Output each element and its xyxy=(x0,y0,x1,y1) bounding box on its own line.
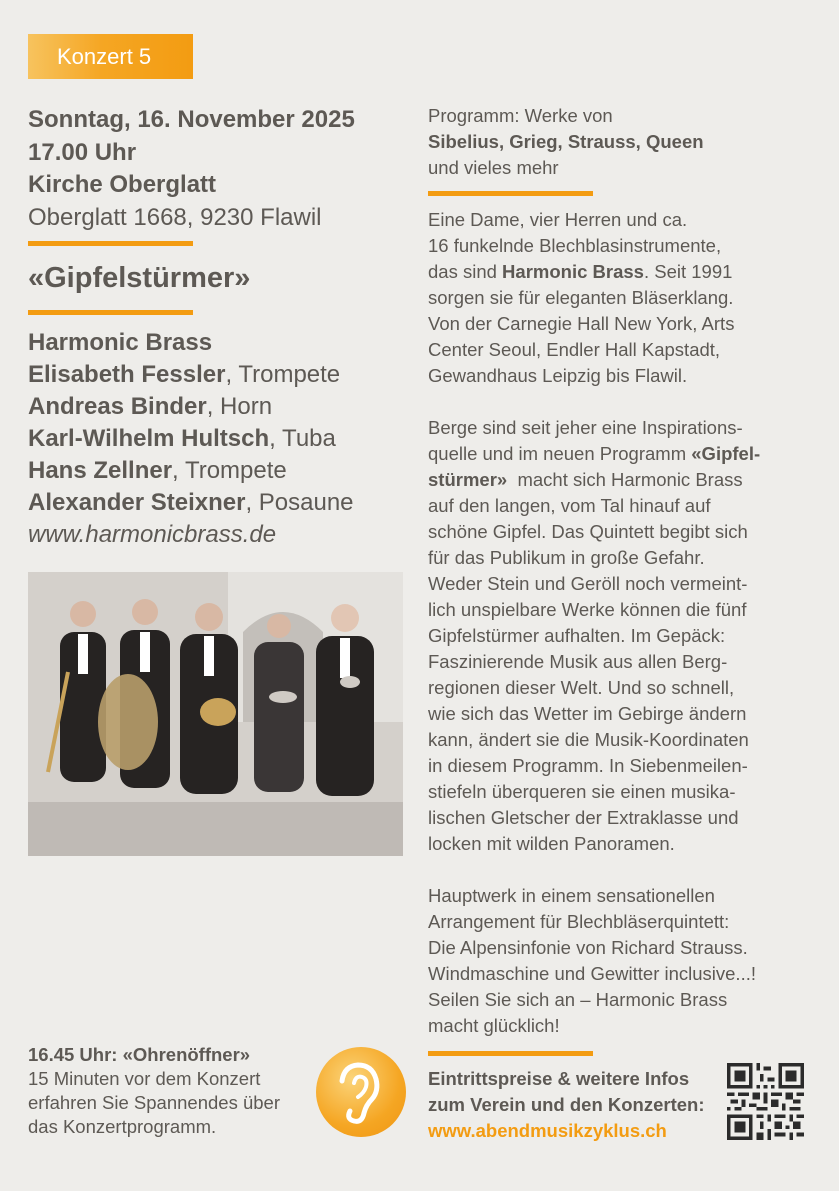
text-line: Seilen Sie sich an – Harmonic Brass xyxy=(428,989,728,1010)
text-line: Von der Carnegie Hall New York, Arts xyxy=(428,313,735,334)
program-composers: Sibelius, Grieg, Strauss, Queen xyxy=(428,131,704,152)
text-line: sorgen sie für eleganten Bläserklang. xyxy=(428,287,734,308)
cast-member xyxy=(28,455,408,487)
program-summary xyxy=(428,103,818,181)
ear-icon-glyph xyxy=(316,1047,406,1137)
event-address: Oberglatt 1668, 9230 Flawil xyxy=(28,203,322,231)
text-line: kann, ändert sie die Musik-Koordinaten xyxy=(428,729,749,750)
text-line: lischen Gletscher der Extraklasse und xyxy=(428,807,739,828)
text-line xyxy=(428,441,818,467)
text-span: macht sich Harmonic Brass xyxy=(507,469,743,490)
text-line: Eintrittspreise & weitere Infos xyxy=(428,1068,690,1089)
text-line: zum Verein und den Konzerten: xyxy=(428,1094,705,1115)
cast-member xyxy=(28,391,408,423)
preshow-heading: 16.45 Uhr: «Ohrenöffner» xyxy=(28,1044,251,1065)
member-instrument: , Horn xyxy=(206,393,273,420)
description-paragraph-1 xyxy=(428,207,818,389)
description-paragraph-3 xyxy=(428,883,818,1039)
divider xyxy=(428,1051,593,1056)
text-line: lich unspielbare Werke können die fünf xyxy=(428,599,747,620)
text-line: Faszinierende Musik aus allen Berg- xyxy=(428,651,728,672)
concert-badge: Konzert 5 xyxy=(28,34,193,79)
member-name: Karl-Wilhelm Hultsch xyxy=(28,425,270,452)
text-line: macht glücklich! xyxy=(428,1015,560,1036)
text-line: Hauptwerk in einem sensationellen xyxy=(428,885,715,906)
text-line: Die Alpensinfonie von Richard Strauss. xyxy=(428,937,748,958)
member-name: Elisabeth Fessler xyxy=(28,361,226,388)
member-name: Hans Zellner xyxy=(28,457,173,484)
text-line: 16 funkelnde Blechblasinstrumente, xyxy=(428,235,722,256)
text-span: . Seit 1991 xyxy=(643,261,733,282)
text-line xyxy=(428,467,818,493)
text-line: Arrangement für Blechbläserquintett: xyxy=(428,911,730,932)
description-paragraph-2 xyxy=(428,415,818,857)
text-line: in diesem Programm. In Siebenmeilen- xyxy=(428,755,748,776)
ensemble-highlight: Harmonic Brass xyxy=(502,261,644,282)
concert-title: «Gipfelstürmer» xyxy=(28,262,251,294)
cast-member xyxy=(28,423,408,455)
divider xyxy=(428,191,593,196)
text-line xyxy=(428,259,818,285)
qr-code[interactable] xyxy=(727,1063,804,1140)
event-time: 17.00 Uhr xyxy=(28,138,137,166)
ensemble-photo-illustration xyxy=(28,572,403,856)
text-line: 15 Minuten vor dem Konzert xyxy=(28,1068,261,1089)
member-instrument: , Trompete xyxy=(172,457,287,484)
preshow-info xyxy=(28,1043,318,1139)
text-line: Windmaschine und Gewitter inclusive...! xyxy=(428,963,756,984)
info-url-link[interactable]: www.abendmusikzyklus.ch xyxy=(428,1120,667,1141)
text-line: schöne Gipfel. Das Quintett begibt sich xyxy=(428,521,748,542)
text-line: erfahren Sie Spannendes über xyxy=(28,1092,280,1113)
text-line: Gewandhaus Leipzig bis Flawil. xyxy=(428,365,688,386)
cast-list xyxy=(28,327,408,551)
ticket-info xyxy=(428,1066,718,1144)
member-instrument: , Tuba xyxy=(269,425,336,452)
cast-member xyxy=(28,487,408,519)
member-instrument: , Posaune xyxy=(245,489,354,516)
text-line: regionen dieser Welt. Und so schnell, xyxy=(428,677,735,698)
member-name: Alexander Steixner xyxy=(28,489,246,516)
text-line: auf den langen, vom Tal hinauf auf xyxy=(428,495,711,516)
ensemble-name: Harmonic Brass xyxy=(28,329,213,356)
event-details xyxy=(28,104,408,234)
text-line: für das Publikum in große Gefahr. xyxy=(428,547,705,568)
cast-member xyxy=(28,359,408,391)
divider xyxy=(28,310,193,315)
website-link[interactable]: www.harmonicbrass.de xyxy=(28,521,277,548)
text-line: wie sich das Wetter im Gebirge ändern xyxy=(428,703,747,724)
title-highlight: «Gipfel- xyxy=(691,443,761,464)
event-date: Sonntag, 16. November 2025 xyxy=(28,106,355,133)
ear-icon xyxy=(316,1047,406,1137)
divider xyxy=(28,241,193,246)
text-span: quelle und im neuen Programm xyxy=(428,443,692,464)
text-line: Center Seoul, Endler Hall Kapstadt, xyxy=(428,339,721,360)
member-name: Andreas Binder xyxy=(28,393,207,420)
text-span: das sind xyxy=(428,261,503,282)
text-line: Weder Stein und Geröll noch vermeint- xyxy=(428,573,748,594)
member-instrument: , Trompete xyxy=(225,361,341,388)
text-line: locken mit wilden Panoramen. xyxy=(428,833,675,854)
program-more: und vieles mehr xyxy=(428,157,559,178)
text-line: stiefeln überqueren sie einen musika- xyxy=(428,781,736,802)
ensemble-photo xyxy=(28,572,403,856)
qr-code-graphic xyxy=(727,1063,804,1140)
text-line: das Konzertprogramm. xyxy=(28,1116,217,1137)
text-line: Berge sind seit jeher eine Inspirations- xyxy=(428,417,743,438)
event-venue: Kirche Oberglatt xyxy=(28,171,217,198)
text-line: Gipfelstürmer aufhalten. Im Gepäck: xyxy=(428,625,726,646)
text-line: Eine Dame, vier Herren und ca. xyxy=(428,209,688,230)
program-intro: Programm: Werke von xyxy=(428,105,613,126)
title-highlight: stürmer» xyxy=(428,469,508,490)
